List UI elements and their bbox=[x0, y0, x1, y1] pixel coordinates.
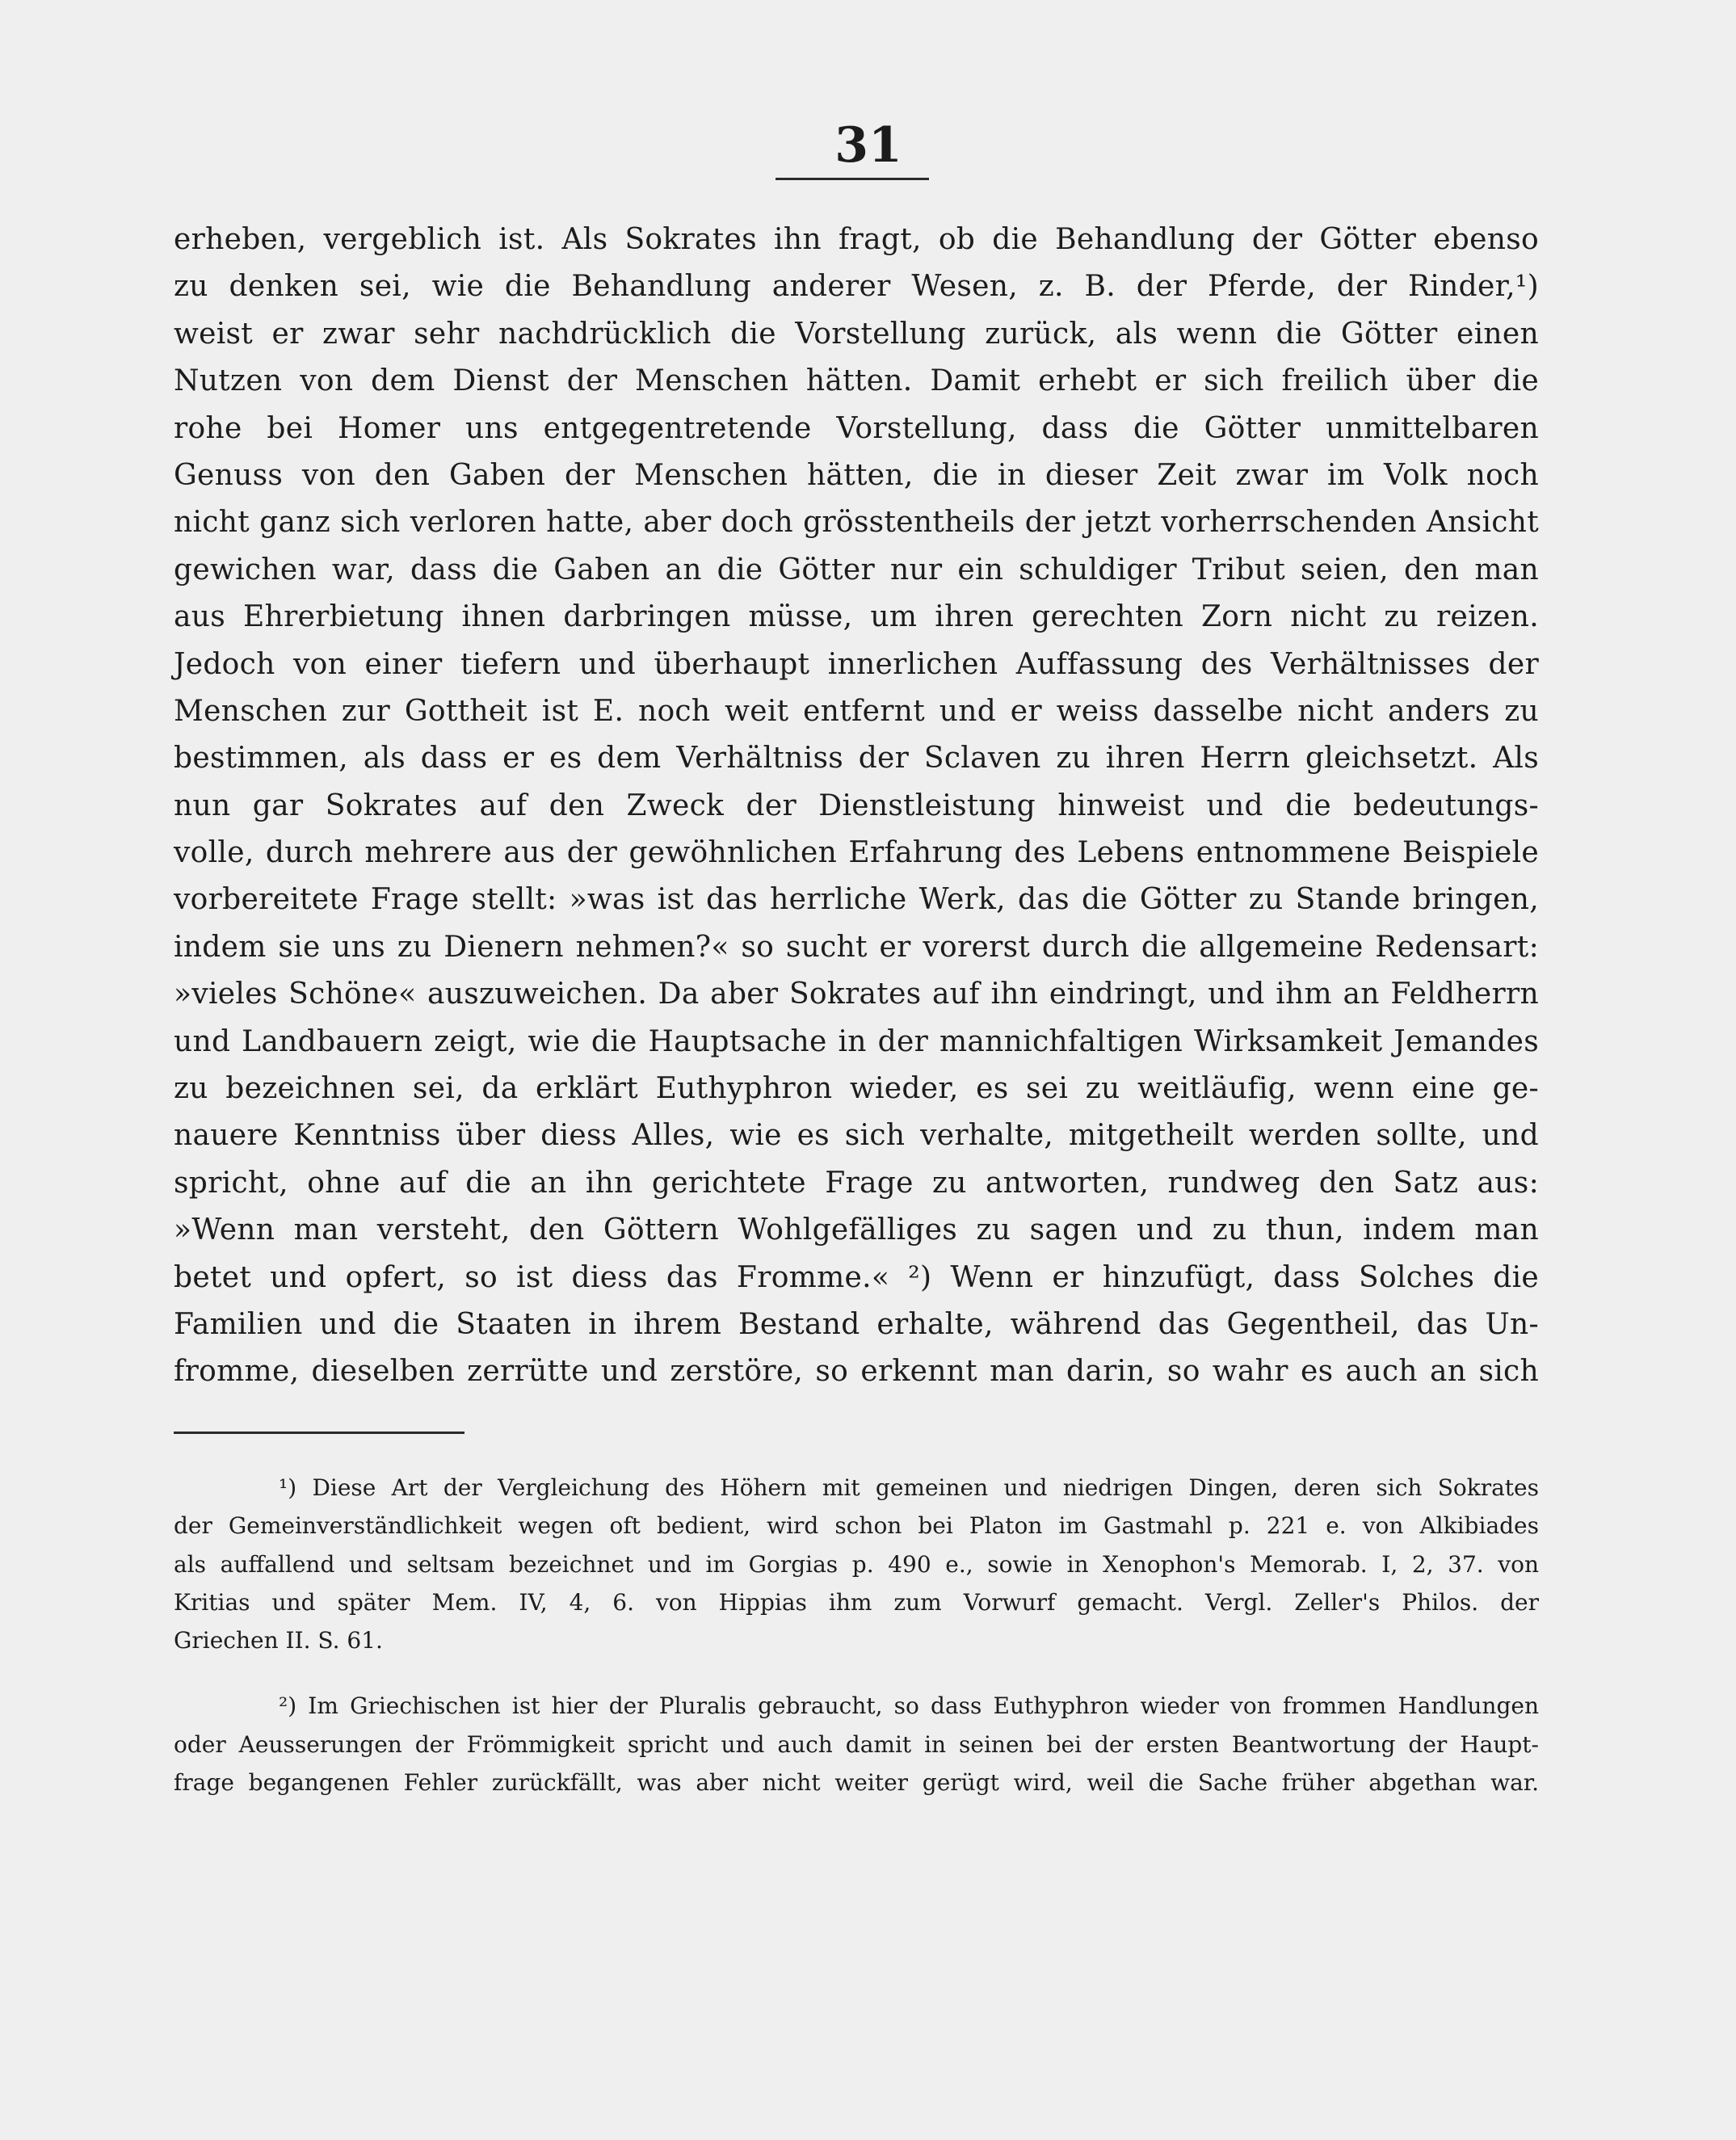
text-line: »Wenn man versteht, den Göttern Wohlgefälliges zu sagen und zu thun, indem man bbox=[174, 1213, 1539, 1247]
footnote-separator bbox=[174, 1432, 464, 1434]
text-line: spricht, ohne auf die an ihn gerichtete Frage zu antworten, rundweg den Satz aus: bbox=[174, 1166, 1539, 1200]
footnote-line: oder Aeusserungen der Frömmigkeit spricht und auch damit in seinen bei der ersten Beantwortung der Haupt- bbox=[174, 1730, 1539, 1758]
footnote-line: Kritias und später Mem. IV, 4, 6. von Hippias ihm zum Vorwurf gemacht. Vergl. Zeller's Philos. der bbox=[174, 1588, 1539, 1616]
text-line: nicht ganz sich verloren hatte, aber doch grösstentheils der jetzt vorherrschenden Ansicht bbox=[174, 506, 1539, 540]
footnote-line: ¹) Diese Art der Vergleichung des Höhern mit gemeinen und niedrigen Dingen, deren sich Sokrates bbox=[279, 1474, 1539, 1501]
page-number: 31 bbox=[834, 117, 902, 174]
text-line: volle, durch mehrere aus der gewöhnlichen Erfahrung des Lebens entnommene Beispiele bbox=[174, 836, 1539, 870]
text-line: »vieles Schöne« auszuweichen. Da aber Sokrates auf ihn eindringt, und ihm an Feldherrn bbox=[174, 978, 1539, 1011]
text-line: nun gar Sokrates auf den Zweck der Dienstleistung hinweist und die bedeutungs- bbox=[174, 788, 1539, 822]
footnote-line: Griechen II. S. 61. bbox=[174, 1627, 383, 1654]
footnotes bbox=[174, 1469, 1539, 1802]
text-line: Familien und die Staaten in ihrem Bestand erhalte, während das Gegentheil, das Un- bbox=[174, 1307, 1539, 1341]
footnote-line: als auffallend und seltsam bezeichnet und im Gorgias p. 490 e., sowie in Xenophon's Memorab. I, 2, 37. von bbox=[174, 1550, 1539, 1578]
main-text bbox=[174, 217, 1539, 1396]
text-line: zu denken sei, wie die Behandlung anderer Wesen, z. B. der Pferde, der Rinder,¹) bbox=[174, 270, 1539, 304]
text-line: und Landbauern zeigt, wie die Hauptsache in der mannichfaltigen Wirksamkeit Jemandes bbox=[174, 1024, 1539, 1058]
text-line: erheben, vergeblich ist. Als Sokrates ihn fragt, ob die Behandlung der Götter ebenso bbox=[174, 223, 1539, 256]
text-line: weist er zwar sehr nachdrücklich die Vorstellung zurück, als wenn die Götter einen bbox=[174, 317, 1539, 351]
text-line: indem sie uns zu Dienern nehmen?« so sucht er vorerst durch die allgemeine Redensart: bbox=[174, 930, 1539, 964]
text-line: Nutzen von dem Dienst der Menschen hätten. Damit erhebt er sich freilich über die bbox=[174, 364, 1539, 398]
footnote-1 bbox=[174, 1469, 1539, 1659]
text-line: Jedoch von einer tiefern und überhaupt innerlichen Auffassung des Verhältnisses der bbox=[174, 647, 1539, 681]
text-line: vorbereitete Frage stellt: »was ist das herrliche Werk, das die Götter zu Stande bringen, bbox=[174, 883, 1539, 917]
header-rule bbox=[776, 178, 929, 180]
text-line: zu bezeichnen sei, da erklärt Euthyphron wieder, es sei zu weitläufig, wenn eine ge- bbox=[174, 1072, 1539, 1106]
text-line: bestimmen, als dass er es dem Verhältniss der Sclaven zu ihren Herrn gleichsetzt. Als bbox=[174, 742, 1539, 776]
text-line: rohe bei Homer uns entgegentretende Vorstellung, dass die Götter unmittelbaren bbox=[174, 411, 1539, 445]
footnote-2 bbox=[174, 1687, 1539, 1802]
text-line: Menschen zur Gottheit ist E. noch weit entfernt und er weiss dasselbe nicht anders zu bbox=[174, 694, 1539, 728]
footnote-line: frage begangenen Fehler zurückfällt, was aber nicht weiter gerügt wird, weil die Sache früher abgethan war. bbox=[174, 1769, 1539, 1797]
text-line: nauere Kenntniss über diess Alles, wie es sich verhalte, mitgetheilt werden sollte, und bbox=[174, 1119, 1539, 1153]
footnote-line: der Gemeinverständlichkeit wegen oft bedient, wird schon bei Platon im Gastmahl p. 221 e. von Alkibiades bbox=[174, 1512, 1539, 1540]
text-line: fromme, dieselben zerrütte und zerstöre, so erkennt man darin, so wahr es auch an sich bbox=[174, 1355, 1539, 1389]
text-line: betet und opfert, so ist diess das Fromme.« ²) Wenn er hinzufügt, dass Solches die bbox=[174, 1260, 1539, 1294]
text-line: aus Ehrerbietung ihnen darbringen müsse, um ihren gerechten Zorn nicht zu reizen. bbox=[174, 600, 1539, 634]
footnote-line: ²) Im Griechischen ist hier der Pluralis gebraucht, so dass Euthyphron wieder von frommen Handlungen bbox=[279, 1692, 1539, 1720]
text-line: Genuss von den Gaben der Menschen hätten, die in dieser Zeit zwar im Volk noch bbox=[174, 458, 1539, 492]
text-line: gewichen war, dass die Gaben an die Götter nur ein schuldiger Tribut seien, den man bbox=[174, 553, 1539, 587]
